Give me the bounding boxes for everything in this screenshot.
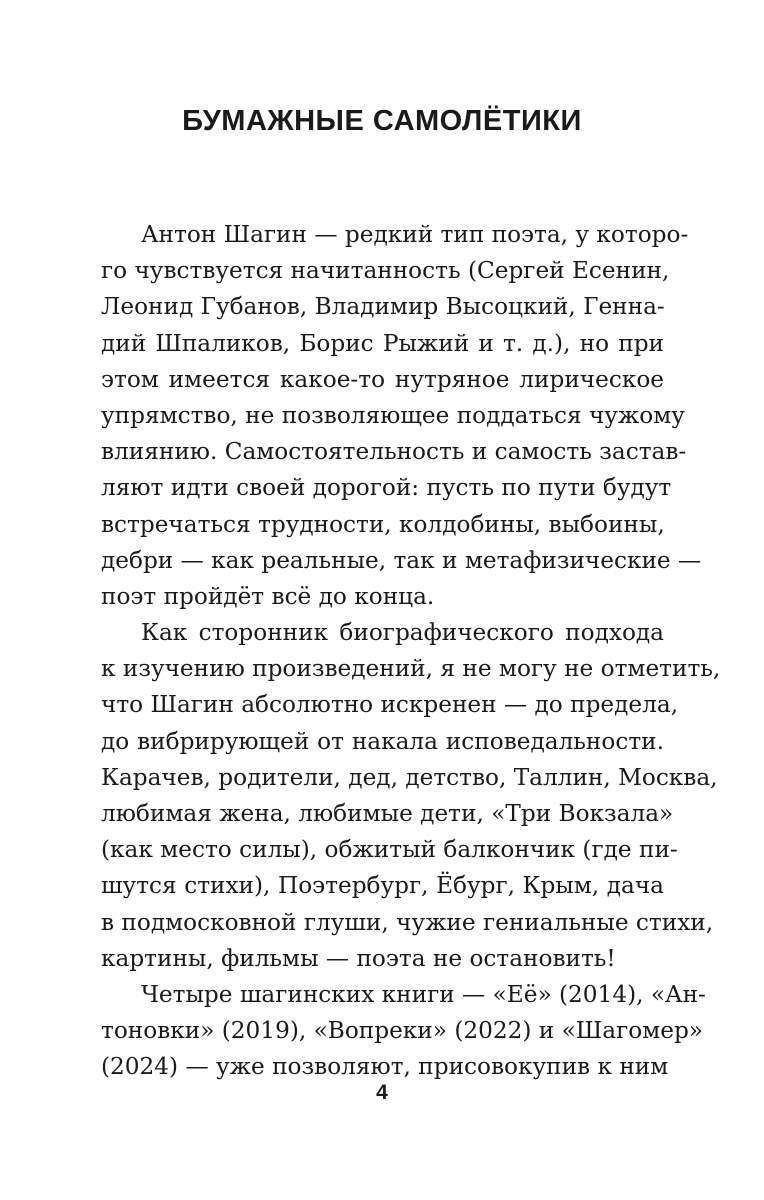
text-line: Антон Шагин — редкий тип поэта, у которо- xyxy=(141,221,689,248)
text-line: шутся стихи), Поэтербург, Ёбург, Крым, дача xyxy=(101,872,664,900)
text-line: в подмосковной глуши, чужие гениальные стихи, xyxy=(101,908,714,936)
text-line: Карачев, родители, дед, детство, Таллин, Москва, xyxy=(101,763,718,791)
chapter-title: БУМАЖНЫЕ САМОЛЁТИКИ xyxy=(182,105,582,137)
text-line: тоновки» (2019), «Вопреки» (2022) и «Шагомер» xyxy=(101,1017,703,1045)
body-text xyxy=(101,217,721,1086)
text-line: Четыре шагинских книги — «Её» (2014), «Ан- xyxy=(141,980,706,1008)
text-line: к изучению произведений, я не могу не отметить, xyxy=(101,655,721,683)
text-line: Как сторонник биографического подхода xyxy=(141,619,664,647)
text-line: встречаться трудности, колдобины, выбоины, xyxy=(101,510,665,538)
text-line: упрямство, не позволяющее поддаться чужому xyxy=(101,401,685,429)
paragraph xyxy=(101,615,721,977)
paragraph xyxy=(101,217,702,615)
text-line: ляют идти своей дорогой: пусть по пути будут xyxy=(101,474,672,502)
text-line: влиянию. Самостоятельность и самость застав- xyxy=(101,438,687,466)
text-line: дий Шпаликов, Борис Рыжий и т. д.), но при xyxy=(101,329,664,357)
page-number: 4 xyxy=(376,1081,388,1104)
text-line: Леонид Губанов, Владимир Высоцкий, Генна- xyxy=(101,293,665,321)
text-line: что Шагин абсолютно искренен — до предела, xyxy=(101,691,679,719)
text-line: дебри — как реальные, так и метафизические — xyxy=(101,546,702,574)
text-line: картины, фильмы — поэта не остановить! xyxy=(101,944,616,972)
text-line: любимая жена, любимые дети, «Три Вокзала» xyxy=(101,800,674,827)
text-line: этом имеется какое-то нутряное лирическое xyxy=(101,365,664,393)
text-line: до вибрирующей от накала исповедальности. xyxy=(101,727,664,755)
text-line: (как место силы), обжитый балкончик (где пи- xyxy=(101,836,678,864)
paragraph xyxy=(101,977,706,1086)
text-line: (2024) — уже позволяют, присовокупив к ним xyxy=(101,1053,669,1081)
text-line: поэт пройдёт всё до конца. xyxy=(101,582,435,610)
text-line: го чувствуется начитанность (Сергей Есенин, xyxy=(101,257,670,285)
